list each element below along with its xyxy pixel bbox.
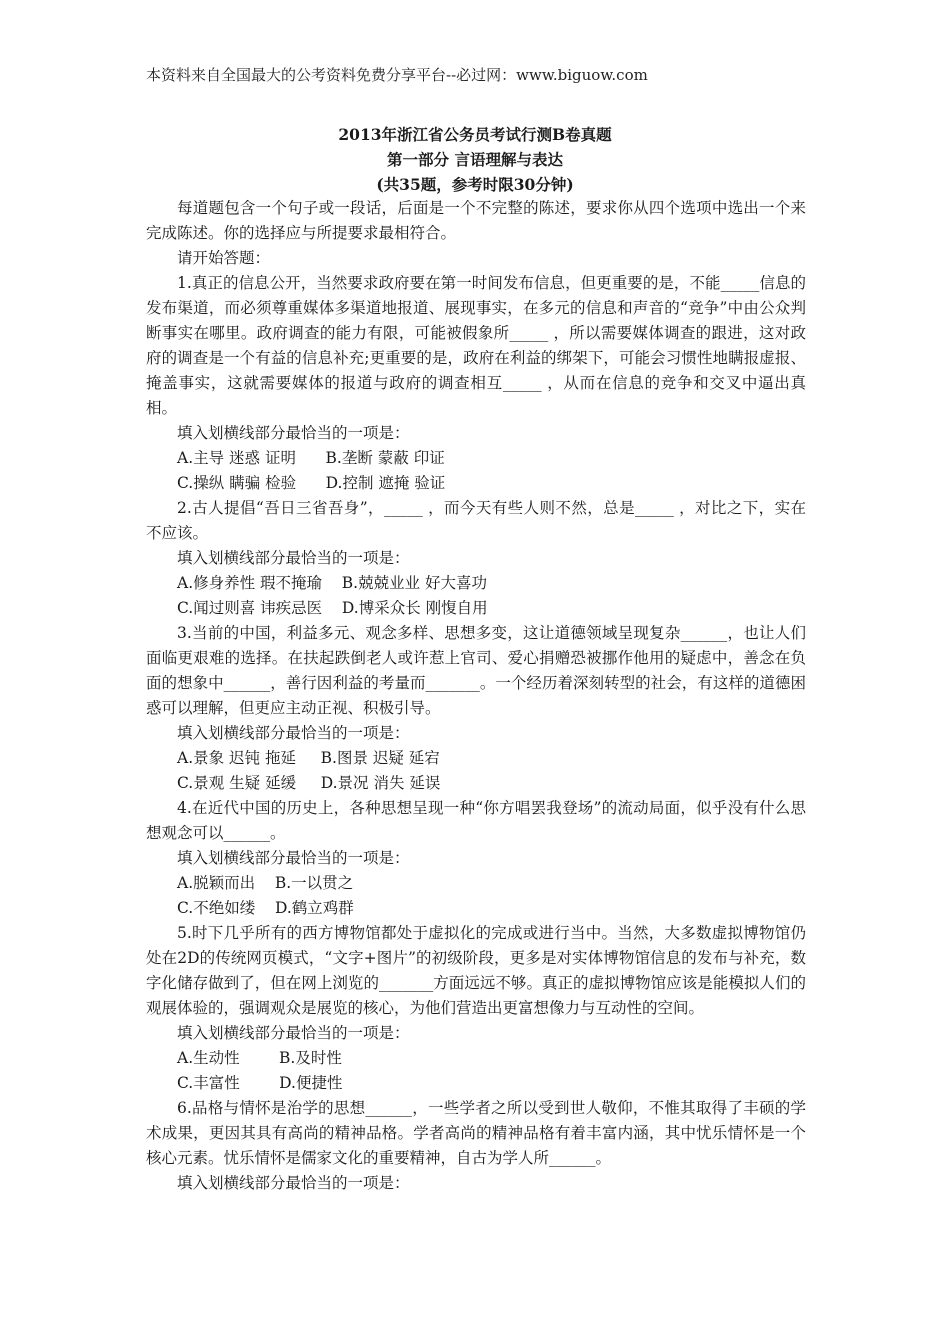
question-2-options-row-2 [146, 596, 806, 621]
title-block [0, 122, 950, 197]
question-1-options-row-2 [146, 471, 806, 496]
question-4-option-c: C.不绝如缕 [177, 899, 256, 917]
question-1-stem: 1.真正的信息公开，当然要求政府要在第一时间发布信息，但更重要的是，不能_____信息的发布渠道，而必须尊重媒体多渠道地报道、展现事实，在多元的信息和声音的“竞争”中由公众判断事实在哪里。政府调查的能力有限，可能被假象所_____ ，所以需要媒体调查的跟进，这对政府的调查是一个有益的信息补充;更重要的是，政府在利益的绑架下，可能会习惯性地瞒报虚报、掩盖事实，这就需要媒体的报道与政府的调查相互_____ ，从而在信息的竞争和交叉中逼出真相。 [146, 274, 806, 417]
question-3-option-a: A.景象 迟钝 拖延 [177, 749, 296, 767]
question-3-option-c: C.景观 生疑 延缓 [177, 774, 297, 792]
question-6-prompt: 填入划横线部分最恰当的一项是： [177, 1174, 410, 1192]
question-3-prompt: 填入划横线部分最恰当的一项是： [177, 724, 410, 742]
question-2-prompt: 填入划横线部分最恰当的一项是： [177, 549, 410, 567]
question-5-option-c: C.丰富性 [177, 1074, 240, 1092]
question-4-prompt: 填入划横线部分最恰当的一项是： [177, 849, 410, 867]
question-2-option-a: A.修身养性 瑕不掩瑜 [177, 574, 323, 592]
question-2-option-c: C.闻过则喜 讳疾忌医 [177, 599, 323, 617]
question-5-prompt: 填入划横线部分最恰当的一项是： [177, 1024, 410, 1042]
question-2-options-row-1 [146, 571, 806, 596]
question-3-options-row-2 [146, 771, 806, 796]
question-4-option-d: D.鹤立鸡群 [274, 899, 354, 917]
start-line: 请开始答题： [177, 249, 271, 267]
question-1-options-row-1 [146, 446, 806, 471]
question-1-option-b: B.垄断 蒙蔽 印证 [325, 449, 445, 467]
question-4-options-row-2 [146, 896, 806, 921]
question-4-option-b: B.一以贯之 [274, 874, 354, 892]
question-4-options-row-1 [146, 871, 806, 896]
question-1-option-c: C.操纵 瞒骗 检验 [177, 474, 297, 492]
section-title: 第一部分 言语理解与表达 [387, 150, 563, 169]
question-1-option-a: A.主导 迷惑 证明 [177, 449, 296, 467]
source-header: 本资料来自全国最大的公考资料免费分享平台--必过网：www.biguow.com [146, 66, 648, 84]
question-count: (共35题，参考时限30分钟) [376, 175, 574, 194]
question-5-options-row-2 [146, 1071, 806, 1096]
exam-title: 2013年浙江省公务员考试行测B卷真题 [338, 125, 612, 144]
question-1-option-d: D.控制 遮掩 验证 [325, 474, 446, 492]
question-4-option-a: A.脱颖而出 [177, 874, 256, 892]
question-3-stem: 3.当前的中国，利益多元、观念多样、思想多变，这让道德领域呈现复杂______，也让人们面临更艰难的选择。在扶起跌倒老人或许惹上官司、爱心捐赠恐被挪作他用的疑虑中，善念在负面的想象中______，善行因利益的考量而_______。一个经历着深刻转型的社会，有这样的道德困惑可以理解，但更应主动正视、积极引导。 [146, 624, 806, 717]
question-5-options-row-1 [146, 1046, 806, 1071]
instructions-paragraph: 每道题包含一个句子或一段话，后面是一个不完整的陈述，要求你从四个选项中选出一个来完成陈述。你的选择应与所提要求最相符合。 [146, 199, 806, 242]
question-3-option-b: B.图景 迟疑 延宕 [320, 749, 440, 767]
question-3-options-row-1 [146, 746, 806, 771]
question-2-option-b: B.兢兢业业 好大喜功 [341, 574, 488, 592]
question-5-stem: 5.时下几乎所有的西方博物馆都处于虚拟化的完成或进行当中。当然，大多数虚拟博物馆仍处在2D的传统网页模式，“文字+图片”的初级阶段，更多是对实体博物馆信息的发布与补充，数字化储存做到了，但在网上浏览的_______方面远远不够。真正的虚拟博物馆应该是能模拟人们的观展体验的，强调观众是展览的核心，为他们营造出更富想像力与互动性的空间。 [146, 924, 806, 1017]
question-5-option-a: A.生动性 [177, 1049, 240, 1067]
question-3-option-d: D.景况 消失 延误 [320, 774, 441, 792]
question-2-stem: 2.古人提倡“吾日三省吾身”，_____ ，而今天有些人则不然，总是_____ ，对比之下，实在不应该。 [146, 499, 806, 542]
question-5-option-b: B.及时性 [279, 1049, 342, 1067]
question-1-prompt: 填入划横线部分最恰当的一项是： [177, 424, 410, 442]
document-body [146, 196, 806, 1196]
question-6-stem: 6.品格与情怀是治学的思想______，一些学者之所以受到世人敬仰，不惟其取得了丰硕的学术成果，更因其具有高尚的精神品格。学者高尚的精神品格有着丰富内涵，其中忧乐情怀是一个核心元素。忧乐情怀是儒家文化的重要精神，自古为学人所______。 [146, 1099, 806, 1167]
question-2-option-d: D.博采众长 刚愎自用 [341, 599, 488, 617]
question-5-option-d: D.便捷性 [279, 1074, 343, 1092]
question-4-stem: 4.在近代中国的历史上，各种思想呈现一种“你方唱罢我登场”的流动局面，似乎没有什么思想观念可以______。 [146, 799, 806, 842]
